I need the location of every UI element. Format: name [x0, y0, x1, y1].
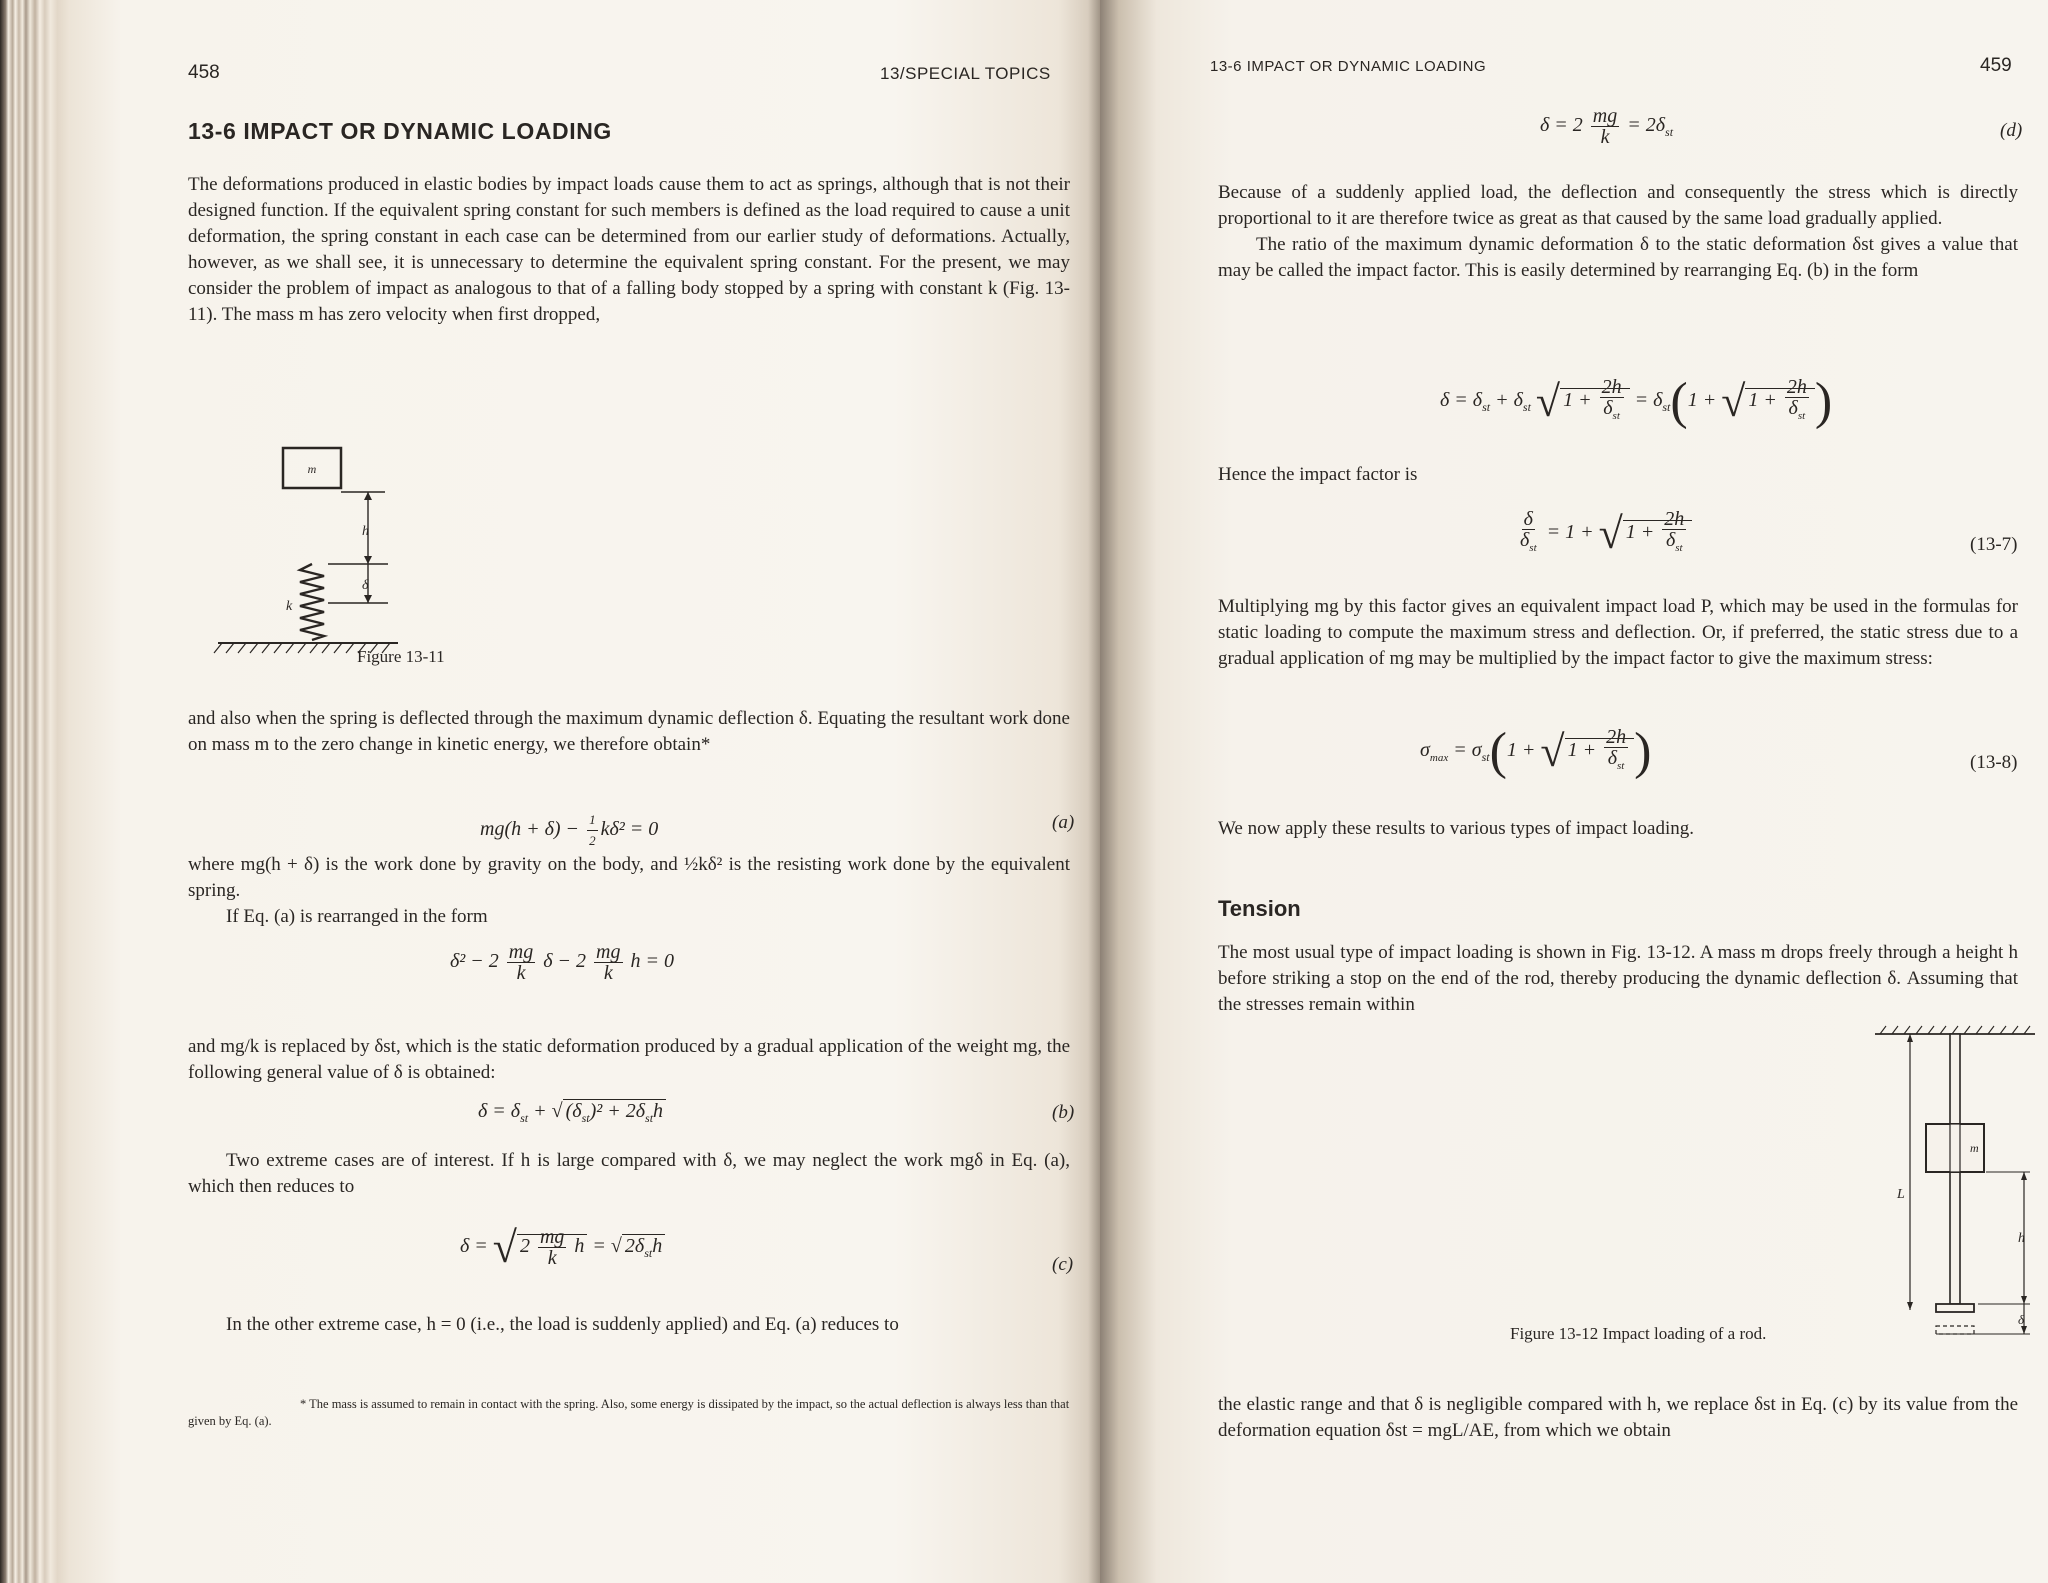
paragraph-text: We now apply these results to various types of impact loading. — [1218, 818, 1695, 839]
figure-caption: Figure 13-12 Impact loading of a rod. — [1510, 1324, 1767, 1343]
equation-b: $\delta = \delta_{st}$ + √ $(\delta_{st})^2 + 2\delta_{st}h$ — [478, 1100, 666, 1126]
paragraph-text: The ratio of the maximum dynamic deformation δ to the static deformation δst gives a value that may be called the impact factor. This is easily determined by rearranging Eq. (b) in the form — [1218, 234, 2018, 281]
right-page — [1100, 0, 2048, 1583]
equation-tag: (c) — [1052, 1254, 1074, 1275]
running-head: 13/SPECIAL TOPICS — [880, 64, 1051, 83]
paragraph-text: where mg(h + δ) is the work done by gravity on the body, and ½kδ² is the resisting work done by the equivalent spring. — [188, 854, 1070, 901]
delta-label: δ — [2018, 1312, 2025, 1327]
delta-label: δ — [362, 578, 369, 593]
equation-tag: (d) — [2000, 120, 2023, 141]
equation-13-7: $\frac{\delta}{\delta_{st}}$ = 1 + √ 1 + $\frac{2h}{\delta_{st}}$ — [1515, 508, 1692, 559]
paragraph — [188, 1312, 1070, 1338]
paragraph-text: The deformations produced in elastic bodies by impact loads cause them to act as springs, although that is not their designed function. If the equivalent spring constant for such members is defined as the load required to cause a unit deformation, the spring constant in each case can be determined from our earlier study of deformations. Actually, however, as we shall see, it is unnecessary to determine the equivalent spring constant. For the present, we may consider the problem of impact as analogous to that of a falling body stopped by a spring with constant k (Fig. 13-11). The mass m has zero velocity when first dropped, — [188, 174, 1070, 325]
footnote: * The mass is assumed to remain in contact with the spring. Also, some energy is dissipated by the impact, so the actual deflection is always less than that given by Eq. (a). — [188, 1397, 1070, 1428]
page-number: 459 — [1980, 55, 2012, 76]
equation-number: (13-7) — [1970, 534, 2018, 555]
paragraph-text: In the other extreme case, h = 0 (i.e., the load is suddenly applied) and Eq. (a) reduces to — [226, 1314, 899, 1335]
figure-13-12-diagram — [1870, 1022, 2040, 1342]
paragraph — [1218, 594, 2018, 672]
book-edge-left — [0, 0, 70, 1583]
equation-a: mg(h + δ) − $\frac{1}{2}$ kδ² = 0 — [480, 812, 659, 848]
paragraph-text: Hence the impact factor is — [1218, 464, 1418, 485]
paragraph — [188, 1034, 1070, 1086]
paragraph — [1218, 462, 2018, 488]
equation-13-8: $\sigma_{max} = \sigma_{st}(1$ + √ 1 + $\frac{2h}{\delta_{st}}$ ) — [1420, 723, 1652, 780]
L-label: L — [1897, 1187, 1905, 1202]
running-head: 13-6 IMPACT OR DYNAMIC LOADING — [1210, 58, 1487, 75]
paragraph — [1218, 940, 2018, 1018]
equation-impact-rearranged: $\delta = \delta_{st} + \delta_{st}$ √ 1 + $\frac{2h}{\delta_{st}}$ = $\delta_{st}(1$ + √ 1 + $\frac{2h}{\delta_{st}}$ ) — [1440, 373, 1833, 430]
figure-13-11-diagram — [188, 440, 448, 665]
paragraph — [1218, 180, 2018, 284]
paragraph-text: Two extreme cases are of interest. If h is large compared with δ, we may neglect the work mgδ in Eq. (a), which then reduces to — [188, 1150, 1070, 1197]
paragraph-text: The most usual type of impact loading is shown in Fig. 13-12. A mass m drops freely through a height h before striking a stop on the end of the rod, thereby producing the dynamic deflection δ. Assuming that the stresses remain within — [1218, 942, 2018, 1015]
equation-number: (13-8) — [1970, 752, 2018, 773]
page-number: 458 — [188, 62, 220, 83]
h-label: h — [362, 524, 369, 539]
section-title: 13-6 IMPACT OR DYNAMIC LOADING — [188, 118, 612, 144]
paragraph-text: If Eq. (a) is rearranged in the form — [226, 906, 488, 927]
figure-caption: Figure 13-11 — [357, 647, 445, 666]
mass-label: m — [307, 462, 317, 476]
paragraph-text: Because of a suddenly applied load, the deflection and consequently the stress which is directly proportional to it are therefore twice as great as that caused by the same load gradually applied. — [1218, 182, 2018, 229]
equation-tag: (b) — [1052, 1102, 1075, 1123]
k-label: k — [286, 599, 293, 614]
equation-tag: (a) — [1052, 812, 1075, 833]
equation-d: δ = 2 $\frac{mg}{k}$ = $2\delta_{st}$ — [1540, 105, 1674, 148]
left-page — [70, 0, 1100, 1583]
paragraph — [1218, 1392, 2018, 1444]
paragraph — [1218, 816, 2018, 842]
paragraph — [188, 1148, 1070, 1200]
paragraph — [188, 172, 1070, 328]
paragraph-text: Multiplying mg by this factor gives an equivalent impact load P, which may be used in the formulas for static loading to compute the maximum stress and deflection. Or, if preferred, the static stress due to a gradual application of mg may be multiplied by the impact factor to give the maximum stress: — [1218, 596, 2018, 669]
paragraph-text: and also when the spring is deflected through the maximum dynamic deflection δ. Equating the resultant work done on mass m to the zero change in kinetic energy, we therefore obtain* — [188, 708, 1070, 755]
mass-label: m — [1970, 1141, 1979, 1155]
paragraph-text: and mg/k is replaced by δst, which is the static deformation produced by a gradual application of the weight mg, the following general value of δ is obtained: — [188, 1036, 1070, 1083]
subsection-title: Tension — [1218, 896, 1301, 921]
equation-c: δ = √ 2 $\frac{mg}{k}$ h = √ $2\delta_{st}h$ — [460, 1222, 665, 1273]
h-label: h — [2018, 1231, 2025, 1246]
paragraph-text: the elastic range and that δ is negligible compared with h, we replace δst in Eq. (c) by its value from the deformation equation δst = mgL/AE, from which we obtain — [1218, 1394, 2018, 1441]
equation-rearranged: δ² − 2 $\frac{mg}{k}$ δ − 2 $\frac{mg}{k}$ h = 0 — [450, 941, 674, 984]
paragraph — [188, 706, 1070, 758]
paragraph — [188, 852, 1070, 930]
